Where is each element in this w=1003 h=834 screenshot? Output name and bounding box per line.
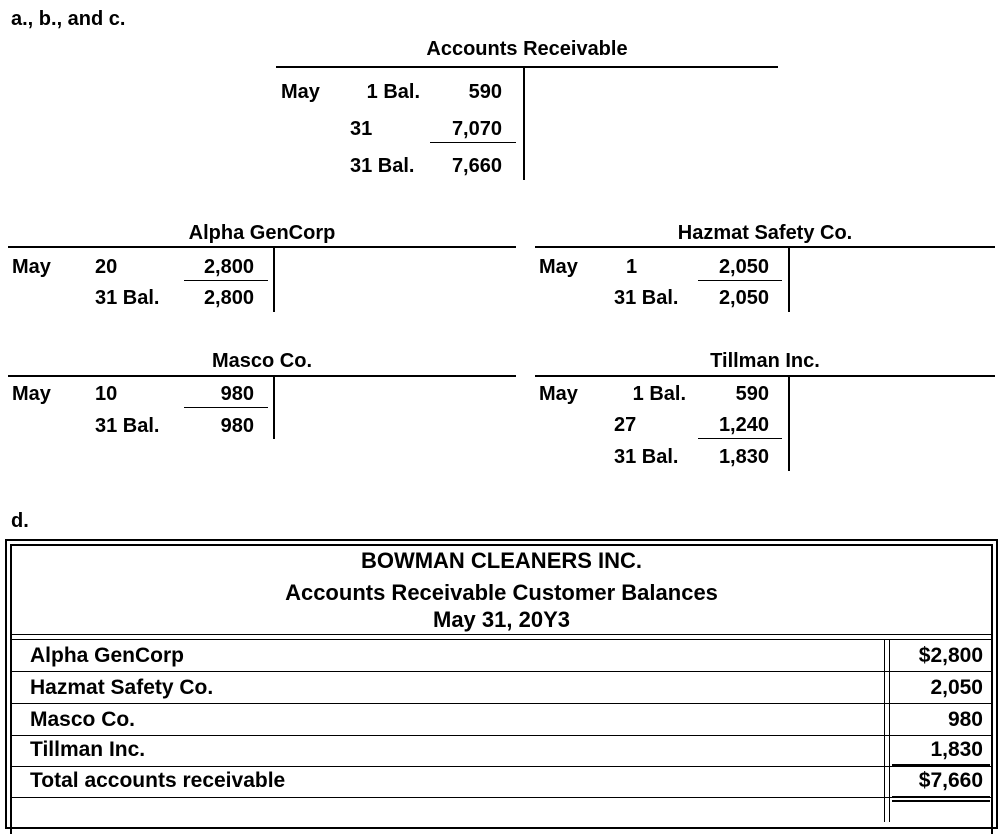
t-row-day: 31 Bal. xyxy=(614,287,679,309)
t-row-amount: 2,800 xyxy=(203,256,254,278)
t-row-day: 31 Bal. xyxy=(350,155,415,177)
t-account-top-rule xyxy=(276,66,778,68)
t-row-day: 27 xyxy=(614,414,637,436)
t-row-amount: 1,240 xyxy=(718,414,769,436)
t-row-amount: 2,800 xyxy=(203,287,254,309)
schedule-total-label: Total accounts receivable xyxy=(30,769,286,792)
parts-abc-heading: a., b., and c. xyxy=(11,8,126,30)
t-row-day: 31 Bal. xyxy=(614,446,679,468)
t-row-amount: 590 xyxy=(468,81,502,103)
t-row-amount: 7,070 xyxy=(451,118,502,140)
total-underline xyxy=(184,407,268,408)
parts-d-heading: d. xyxy=(11,510,29,532)
header-rule xyxy=(10,639,993,640)
header-rule xyxy=(10,634,993,635)
t-row-day: 10 xyxy=(95,383,118,405)
t-row-day: 1 xyxy=(626,256,638,278)
t-account-divider xyxy=(788,375,790,471)
row-rule xyxy=(10,735,993,736)
t-account-divider xyxy=(273,375,275,439)
t-row-day: 31 Bal. xyxy=(95,415,160,437)
row-rule xyxy=(10,797,993,798)
t-account-title: Accounts Receivable xyxy=(426,38,628,60)
total-amount-rule xyxy=(892,764,990,766)
t-row-day: 1 Bal. xyxy=(632,383,686,405)
schedule-row-amount: 1,830 xyxy=(930,738,983,761)
t-row-amount: 2,050 xyxy=(718,256,769,278)
schedule-total-amount: $7,660 xyxy=(918,769,983,792)
t-row-month: May xyxy=(539,383,578,405)
t-row-amount: 980 xyxy=(220,415,254,437)
row-rule xyxy=(10,703,993,704)
t-account-top-rule xyxy=(8,246,516,248)
t-account-title: Hazmat Safety Co. xyxy=(677,222,853,244)
t-row-amount: 980 xyxy=(220,383,254,405)
row-rule xyxy=(10,671,993,672)
total-double-rule xyxy=(892,796,990,798)
t-account-title: Tillman Inc. xyxy=(710,350,820,372)
amount-column-rule xyxy=(884,639,885,822)
t-account-title: Alpha GenCorp xyxy=(188,222,336,244)
total-underline xyxy=(430,142,516,143)
t-account-divider xyxy=(788,246,790,312)
t-account-title: Masco Co. xyxy=(211,350,313,372)
t-row-day: 31 xyxy=(350,118,373,140)
t-row-amount: 2,050 xyxy=(718,287,769,309)
t-row-month: May xyxy=(539,256,578,278)
t-row-amount: 7,660 xyxy=(451,155,502,177)
schedule-row-amount: 2,050 xyxy=(930,676,983,699)
t-row-day: 31 Bal. xyxy=(95,287,160,309)
t-row-day: 20 xyxy=(95,256,118,278)
schedule-row-amount: 980 xyxy=(947,708,983,731)
schedule-row-label: Masco Co. xyxy=(30,708,136,731)
schedule-date: May 31, 20Y3 xyxy=(433,607,570,632)
t-account-top-rule xyxy=(8,375,516,377)
schedule-title: Accounts Receivable Customer Balances xyxy=(285,580,718,605)
t-row-month: May xyxy=(281,81,320,103)
t-row-month: May xyxy=(12,383,51,405)
schedule-row-amount: $2,800 xyxy=(918,644,983,667)
schedule-company: BOWMAN CLEANERS INC. xyxy=(360,548,643,573)
t-row-amount: 590 xyxy=(735,383,769,405)
total-underline xyxy=(698,438,782,439)
t-row-amount: 1,830 xyxy=(718,446,769,468)
t-account-divider xyxy=(523,66,525,180)
row-rule xyxy=(10,766,993,767)
t-row-month: May xyxy=(12,256,51,278)
t-account-top-rule xyxy=(535,375,995,377)
total-underline xyxy=(698,280,782,281)
t-row-day: 1 Bal. xyxy=(366,81,420,103)
schedule-row-label: Hazmat Safety Co. xyxy=(30,676,214,699)
schedule-row-label: Alpha GenCorp xyxy=(30,644,185,667)
t-account-divider xyxy=(273,246,275,312)
total-double-rule xyxy=(892,800,990,802)
amount-column-rule xyxy=(889,639,890,822)
total-underline xyxy=(184,280,268,281)
t-account-top-rule xyxy=(535,246,995,248)
schedule-row-label: Tillman Inc. xyxy=(30,738,146,761)
